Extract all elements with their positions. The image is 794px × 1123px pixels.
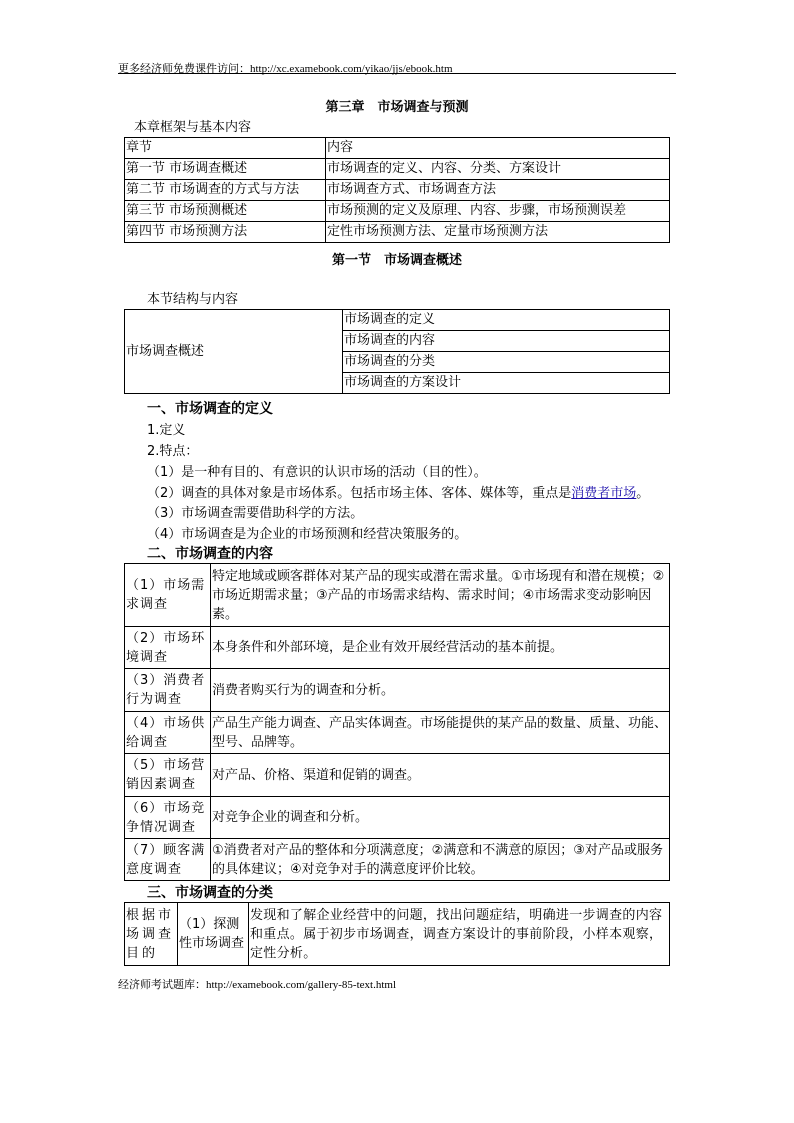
structure-item: 市场调查的分类 (343, 352, 670, 373)
features-label: 2.特点： (147, 444, 199, 459)
structure-item: 市场调查的内容 (343, 331, 670, 352)
table-row (125, 627, 670, 669)
feature-3: （3）市场调查需要借助科学的方法。 (147, 506, 364, 521)
table-cell: 市场调查的定义、内容、分类、方案设计 (326, 159, 670, 180)
row-content: 对竞争企业的调查和分析。 (211, 797, 670, 839)
definition-label: 1.定义 (147, 423, 186, 438)
content-table (124, 563, 670, 881)
classification-table (124, 902, 670, 966)
section-title: 第一节 市场调查概述 (331, 253, 462, 268)
part2-heading: 二、市场调查的内容 (147, 546, 273, 562)
table-cell: 定性市场预测方法、定量市场预测方法 (326, 222, 670, 243)
table-row (125, 310, 670, 331)
column-header: 内容 (326, 138, 670, 159)
row-content: 对产品、价格、渠道和促销的调查。 (211, 754, 670, 797)
feature-2-text: （2）调查的具体对象是市场体系。包括市场主体、客体、媒体等，重点是 (147, 486, 572, 501)
row-label: （7）顾客满意度调查 (125, 839, 211, 881)
type-cell: （1）探测性市场调查 (178, 903, 249, 966)
table-row (125, 754, 670, 797)
structure-left-cell: 市场调查概述 (125, 310, 343, 394)
feature-2 (147, 482, 649, 501)
consumer-market-link[interactable]: 消费者市场 (571, 486, 637, 501)
structure-item: 市场调查的方案设计 (343, 373, 670, 394)
feature-2-end: 。 (636, 486, 650, 501)
purpose-cell: 根据市场调查目的 (125, 903, 178, 966)
row-content: 本身条件和外部环境，是企业有效开展经营活动的基本前提。 (211, 627, 670, 669)
footer-link-text: 经济师考试题库：http://examebook.com/gallery-85-text.html (118, 979, 397, 991)
table-cell: 市场调查方式、市场调查方法 (326, 180, 670, 201)
table-row (125, 712, 670, 754)
header-link-text: 更多经济师免费课件访问：http://xc.examebook.com/yikao/jjs/ebook.htm (118, 63, 453, 75)
description-cell: 发现和了解企业经营中的问题，找出问题症结，明确进一步调查的内容和重点。属于初步市场调查，调查方案设计的事前阶段，小样本观察，定性分析。 (249, 903, 670, 966)
row-label: （5）市场营销因素调查 (125, 754, 211, 797)
column-header: 章节 (125, 138, 326, 159)
row-content: ①消费者对产品的整体和分项满意度；②满意和不满意的原因；③对产品或服务的具体建议；④对竞争对手的满意度评价比较。 (211, 839, 670, 881)
structure-table (124, 309, 670, 394)
table-row (125, 564, 670, 627)
table-header-row (125, 138, 670, 159)
table-row (125, 180, 670, 201)
row-content: 产品生产能力调查、产品实体调查。市场能提供的某产品的数量、质量、功能、型号、品牌等。 (211, 712, 670, 754)
section-caption: 本节结构与内容 (147, 292, 239, 307)
header-divider (118, 73, 676, 74)
table-cell: 第一节 市场调查概述 (125, 159, 326, 180)
row-label: （1）市场需求调查 (125, 564, 211, 627)
row-label: （3）消费者行为调查 (125, 669, 211, 712)
chapter-title: 第三章 市场调查与预测 (325, 100, 469, 115)
row-content: 特定地域或顾客群体对某产品的现实或潜在需求量。①市场现有和潜在规模；②市场近期需求量；③产品的市场需求结构、需求时间；④市场需求变动影响因素。 (211, 564, 670, 627)
row-content: 消费者购买行为的调查和分析。 (211, 669, 670, 712)
table-row (125, 797, 670, 839)
row-label: （2）市场环境调查 (125, 627, 211, 669)
row-label: （4）市场供给调查 (125, 712, 211, 754)
chapter-caption: 本章框架与基本内容 (134, 120, 252, 135)
feature-1: （1）是一种有目的、有意识的认识市场的活动（目的性）。 (147, 465, 487, 480)
part3-heading: 三、市场调查的分类 (147, 885, 273, 901)
table-cell: 第四节 市场预测方法 (125, 222, 326, 243)
part1-heading: 一、市场调查的定义 (147, 401, 273, 417)
table-row (125, 839, 670, 881)
table-cell: 市场预测的定义及原理、内容、步骤，市场预测误差 (326, 201, 670, 222)
table-row (125, 159, 670, 180)
table-cell: 第二节 市场调查的方式与方法 (125, 180, 326, 201)
table-row (125, 903, 670, 966)
row-label: （6）市场竞争情况调查 (125, 797, 211, 839)
table-row (125, 201, 670, 222)
chapter-table (124, 137, 670, 243)
table-cell: 第三节 市场预测概述 (125, 201, 326, 222)
feature-4: （4）市场调查是为企业的市场预测和经营决策服务的。 (147, 527, 468, 542)
table-row (125, 669, 670, 712)
table-row (125, 222, 670, 243)
structure-item: 市场调查的定义 (343, 310, 670, 331)
